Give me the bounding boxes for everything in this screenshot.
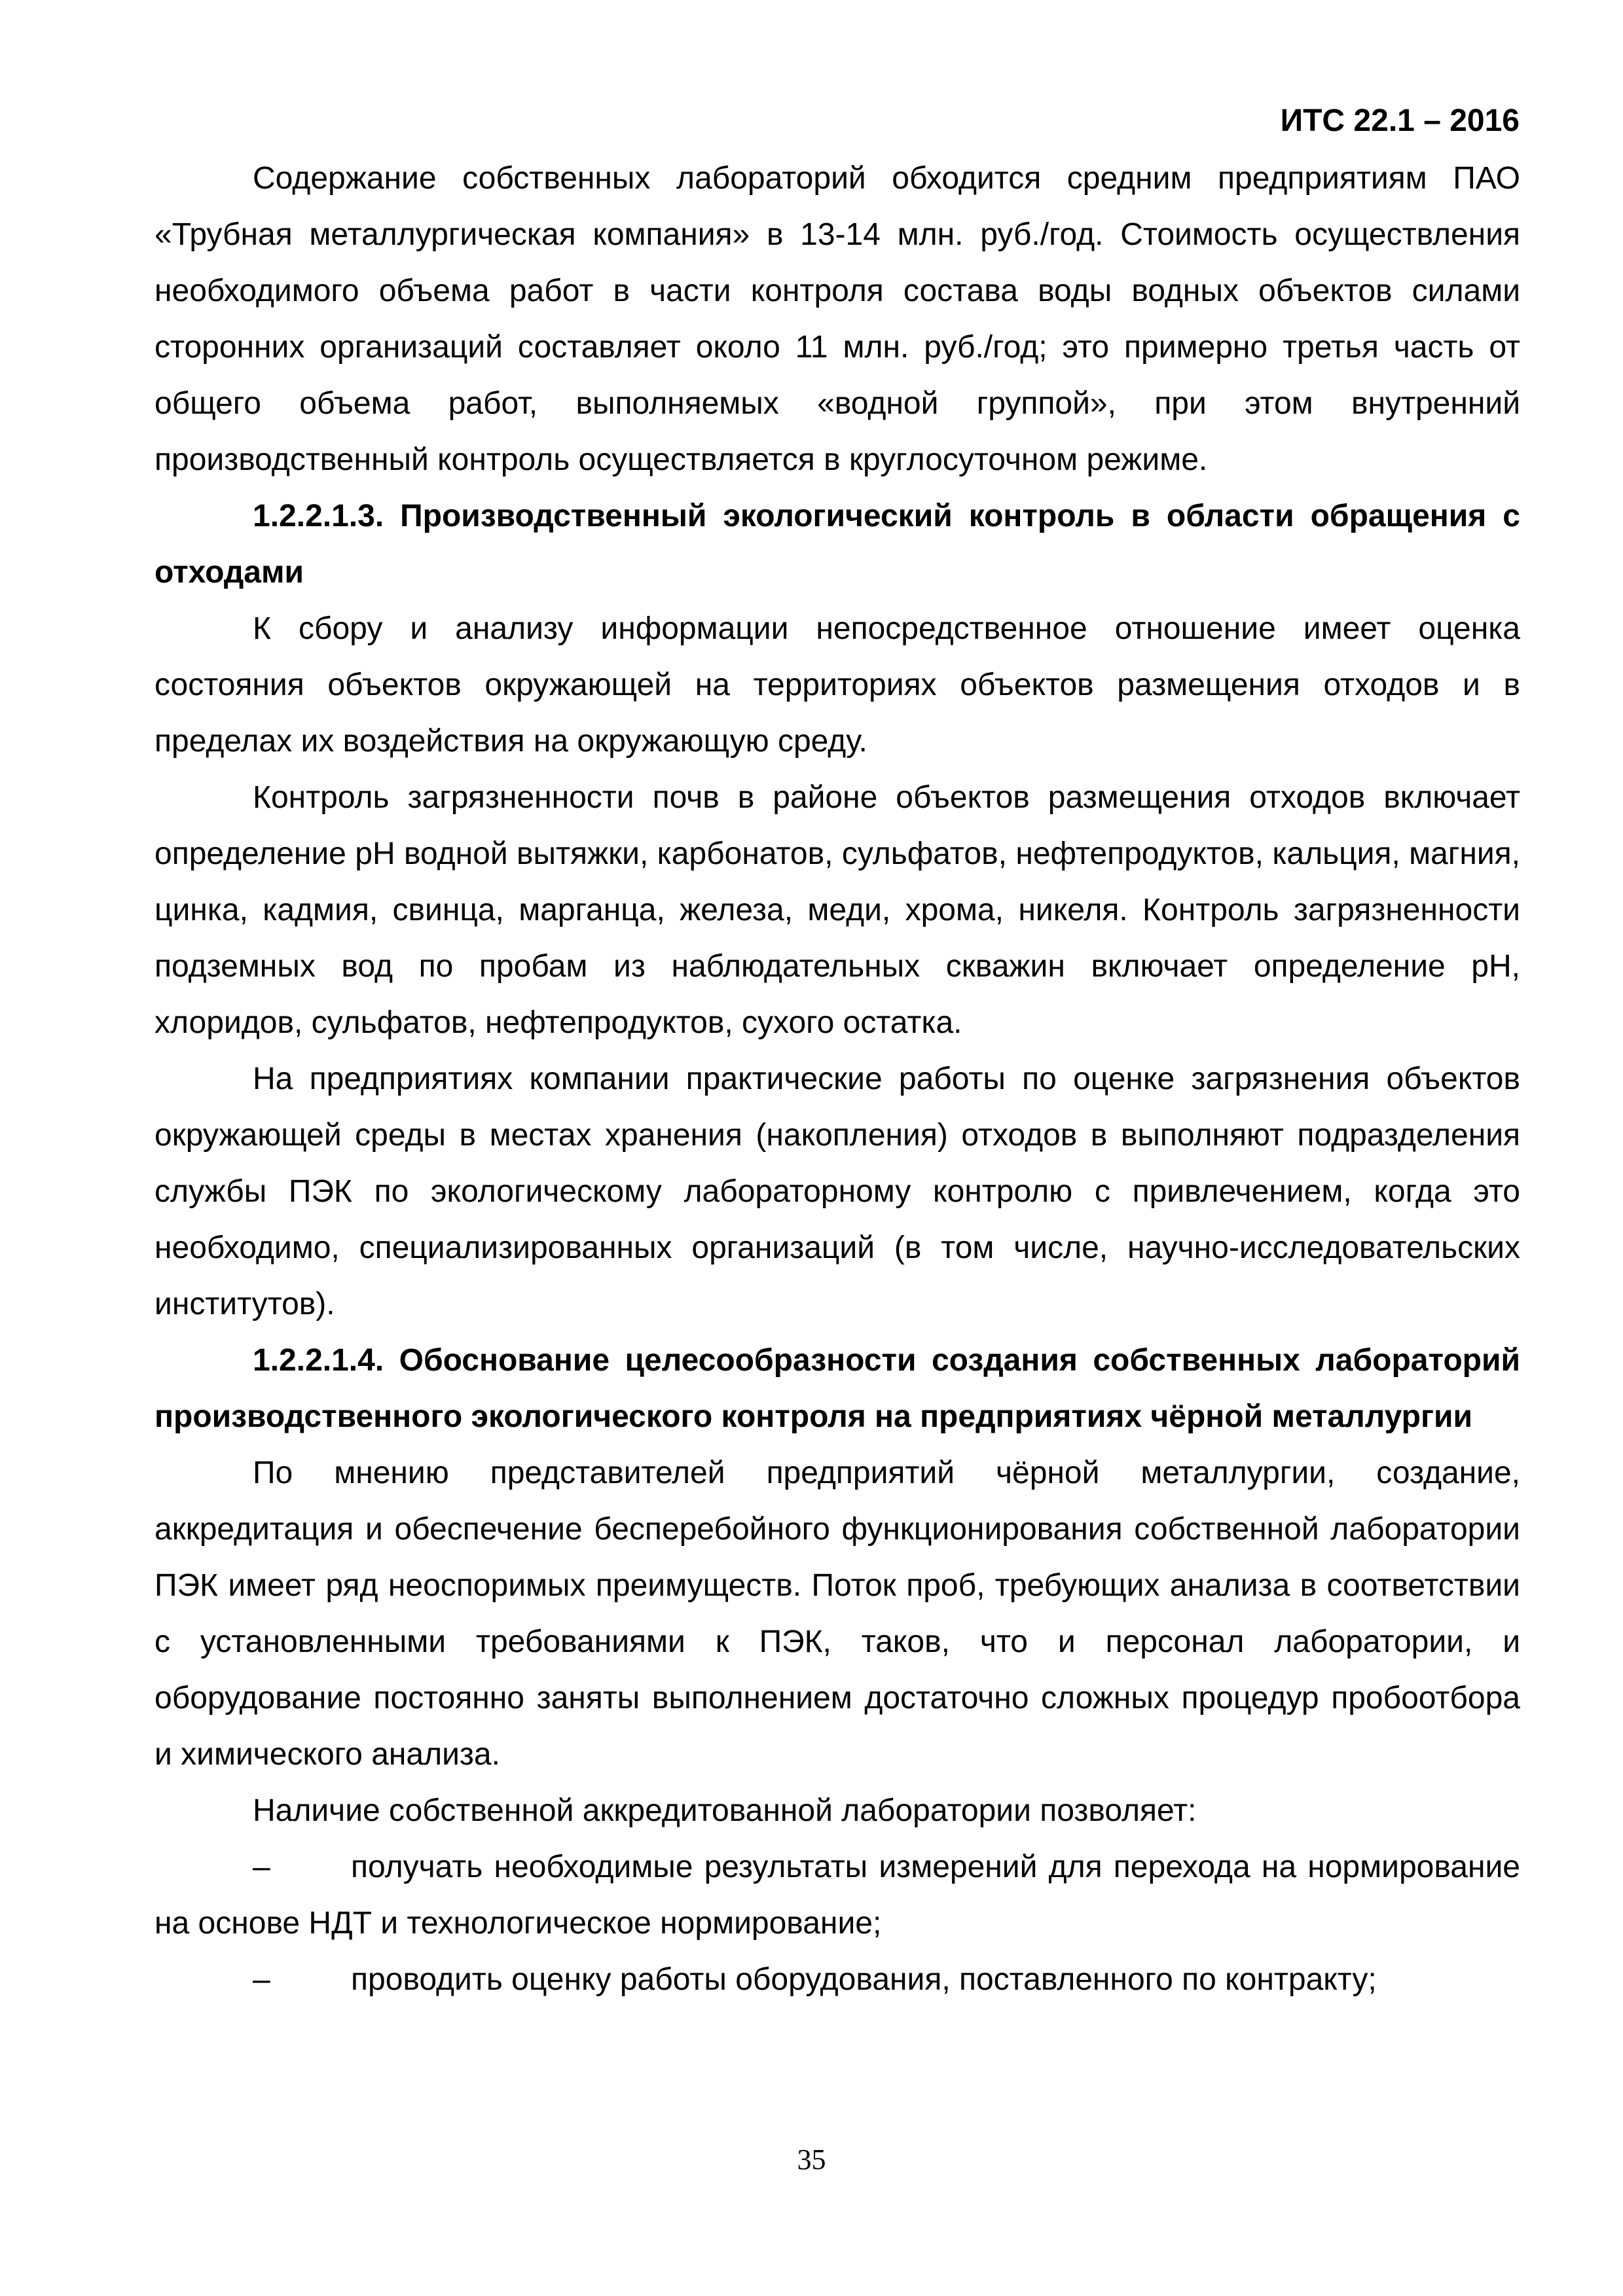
list-item-text: получать необходимые результаты измерений для перехода на нормирование на основе НДТ и технологическое нормирование; [155,1850,1520,1941]
dash-marker: – [253,1850,270,1884]
paragraph-soil-groundwater-control: Контроль загрязненности почв в районе объектов размещения отходов включает определение рН водной вытяжки, карбонатов, сульфатов, нефтепродуктов, кальция, магния, цинка, кадмия, свинца, марганца, железа, меди, хрома, никеля. Контроль загрязненности подземных вод по пробам из наблюдательных скважин включает определение рН, хлоридов, сульфатов, нефтепродуктов, сухого остатка. [155,780,1520,1040]
list-item [155,1952,1520,2008]
paragraph-company-practice: На предприятиях компании практические работы по оценке загрязнения объектов окружающей среды в местах хранения (накопления) отходов в выполняют подразделения службы ПЭК по экологическому лабораторному контролю с привлечением, когда это необходимо, специализированных организаций (в том числе, научно-исследовательских институтов). [155,1062,1520,1321]
dash-marker: – [253,1962,270,1997]
paragraph-waste-assessment: К сбору и анализу информации непосредственное отношение имеет оценка состояния объектов окружающей на территориях объектов размещения отходов и в пределах их воздействия на окружающую среду. [155,611,1520,759]
paragraph-lab-allows: Наличие собственной аккредитованной лаборатории позволяет: [253,1793,1197,1828]
paragraph-lab-costs: Содержание собственных лабораторий обходится средним предприятиям ПАО «Трубная металлургическая компания» в 13-14 млн. руб./год. Стоимость осуществления необходимого объема работ в части контроля состава воды водных объектов силами сторонних организаций составляет около 11 млн. руб./год; это примерно третья часть от общего объема работ, выполняемых «водной группой», при этом внутренний производственный контроль осуществляется в круглосуточном режиме. [155,161,1520,477]
page-body [155,151,1520,2008]
paragraph-lab-advantages: По мнению представителей предприятий чёрной металлургии, создание, аккредитация и обеспечение бесперебойного функционирования собственной лаборатории ПЭК имеет ряд неоспоримых преимуществ. Поток проб, требующих анализа в соответствии с установленными требованиями к ПЭК, таков, что и персонал лаборатории, и оборудование постоянно заняты выполнением достаточно сложных процедур пробоотбора и химического анализа. [155,1456,1520,1772]
document-code-header: ИТС 22.1 – 2016 [1280,103,1520,138]
list-item [155,1839,1520,1952]
section-heading-lab-justification: 1.2.2.1.4. Обоснование целесообразности создания собственных лабораторий производственного экологического контроля на предприятиях чёрной металлургии [155,1343,1520,1434]
page-number: 35 [797,2144,826,2176]
section-heading-waste-control: 1.2.2.1.3. Производственный экологический контроль в области обращения с отходами [155,499,1520,590]
list-item-text: проводить оценку работы оборудования, поставленного по контракту; [351,1962,1377,1997]
